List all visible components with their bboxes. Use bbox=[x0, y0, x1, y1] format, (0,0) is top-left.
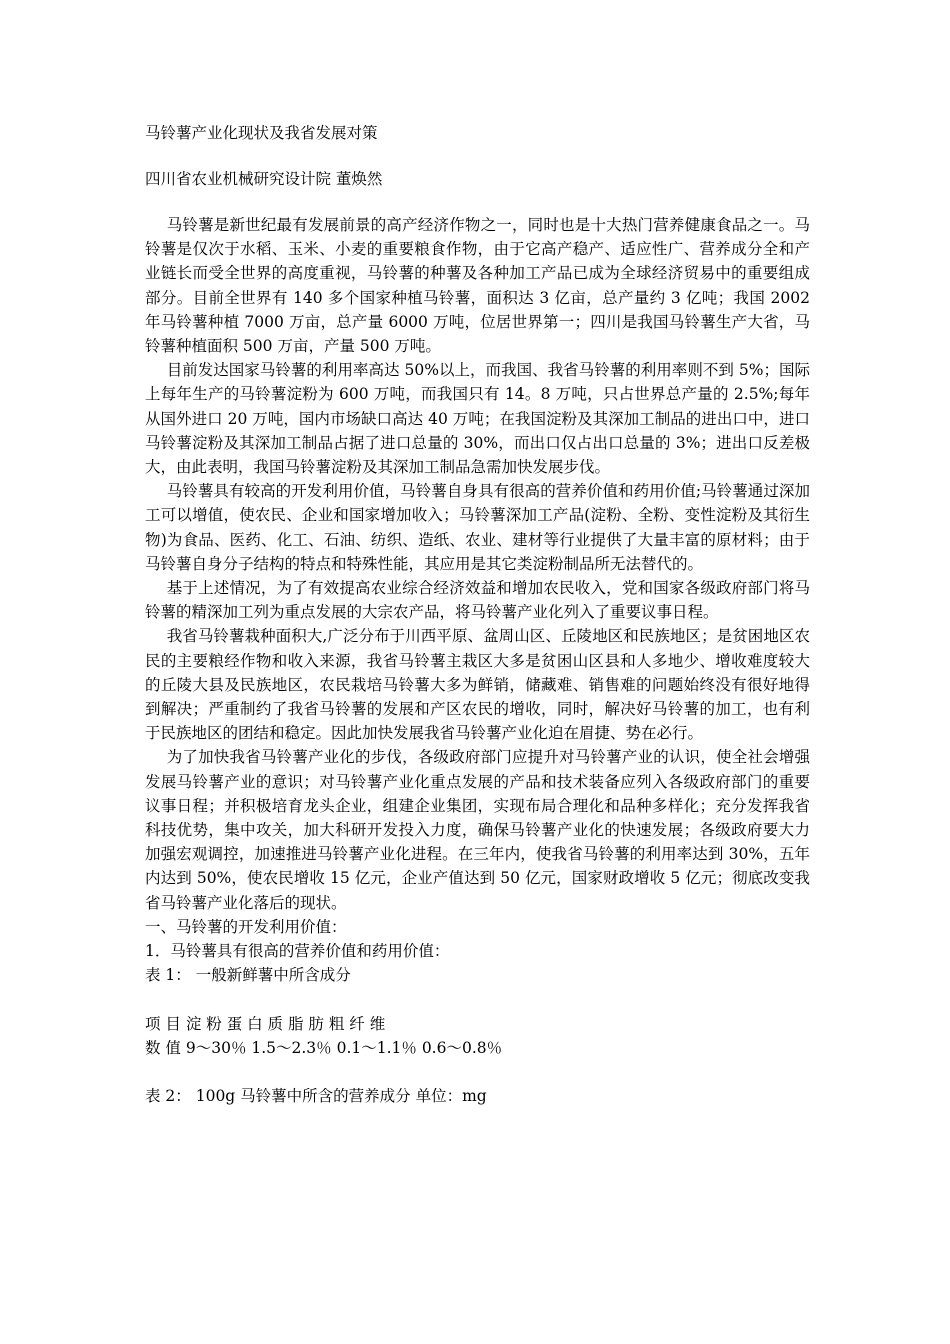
spacer bbox=[145, 988, 810, 1012]
table1-value-row: 数 值 9～30％ 1.5～2.3％ 0.1～1.1％ 0.6～0.8％ bbox=[145, 1038, 503, 1057]
document-body bbox=[145, 213, 810, 1108]
paragraph-development-value: 马铃薯具有较高的开发利用价值，马铃薯自身具有很高的营养价值和药用价值;马铃薯通过深加工可以增值，使农民、企业和国家增加收入；马铃薯深加工产品(淀粉、全粉、变性淀粉及其衍生物)为食品、医药、化工、石油、纺织、造纸、农业、建材等行业提供了大量丰富的原材料；由于马铃薯自身分子结构的特点和特殊性能，其应用是其它类淀粉制品所无法替代的。 bbox=[145, 482, 810, 573]
section-heading: 一、马铃薯的开发利用价值： bbox=[145, 917, 347, 936]
paragraph-utilization-rate: 目前发达国家马铃薯的利用率高达 50%以上，而我国、我省马铃薯的利用率则不到 5%；国际上每年生产的马铃薯淀粉为 600 万吨，而我国只有 14。8 万吨，只占世界总产量的 2.5%;每年从国外进口 20 万吨，国内市场缺口高达 40 万吨；在我国淀粉及其深加工制品的进出口中，进口马铃薯淀粉及其深加工制品占据了进口总量的 30%，而出口仅占出口总量的 3%；进出口反差极大，由此表明，我国马铃薯淀粉及其深加工制品急需加快发展步伐。 bbox=[145, 361, 810, 477]
paragraph-intro: 马铃薯是新世纪最有发展前景的高产经济作物之一，同时也是十大热门营养健康食品之一。马铃薯是仅次于水稻、玉米、小麦的重要粮食作物，由于它高产稳产、适应性广、营养成分全和产业链长而受全世界的高度重视，马铃薯的种薯及各种加工产品已成为全球经济贸易中的重要组成部分。目前全世界有 140 多个国家种植马铃薯，面积达 3 亿亩，总产量约 3 亿吨；我国 2002 年马铃薯种植 7000 万亩，总产量 6000 万吨，位居世界第一；四川是我国马铃薯生产大省，马铃薯种植面积 500 万亩，产量 500 万吨。 bbox=[145, 216, 810, 356]
subsection-heading: 1．马铃薯具有很高的营养价值和药用价值： bbox=[145, 942, 450, 961]
table1-header-row: 项 目 淀 粉 蛋 白 质 脂 肪 粗 纤 维 bbox=[145, 1014, 386, 1033]
table2-caption: 表 2： 100g 马铃薯中所含的营养成分 单位：mg bbox=[145, 1086, 487, 1105]
table1-caption: 表 1： 一般新鲜薯中所含成分 bbox=[145, 966, 351, 985]
document-page bbox=[145, 121, 810, 1108]
spacer bbox=[145, 1060, 810, 1084]
author-line: 四川省农业机械研究设计院 董焕然 bbox=[145, 170, 383, 188]
paragraph-province-situation: 我省马铃薯栽种面积大,广泛分布于川西平原、盆周山区、丘陵地区和民族地区；是贫困地区农民的主要粮经作物和收入来源，我省马铃薯主栽区大多是贫困山区县和人多地少、增收难度较大的丘陵大县及民族地区，农民栽培马铃薯大多为鲜销，储藏难、销售难的问题始终没有很好地得到解决；严重制约了我省马铃薯的发展和产区农民的增收，同时，解决好马铃薯的加工，也有利于民族地区的团结和稳定。因此加快发展我省马铃薯产业化迫在眉捷、势在必行。 bbox=[145, 627, 810, 743]
paragraph-government-policy: 基于上述情况，为了有效提高农业综合经济效益和增加农民收入，党和国家各级政府部门将马铃薯的精深加工列为重点发展的大宗农产品，将马铃薯产业化列入了重要议事日程。 bbox=[145, 579, 810, 622]
document-title: 马铃薯产业化现状及我省发展对策 bbox=[145, 124, 378, 142]
paragraph-strategy: 为了加快我省马铃薯产业化的步伐，各级政府部门应提升对马铃薯产业的认识，使全社会增强发展马铃薯产业的意识；对马铃薯产业化重点发展的产品和技术装备应列入各级政府部门的重要议事日程；并积极培育龙头企业，组建企业集团，实现布局合理化和品种多样化；充分发挥我省科技优势，集中攻关，加大科研开发投入力度，确保马铃薯产业化的快速发展；各级政府要大力加强宏观调控，加速推进马铃薯产业化进程。在三年内，使我省马铃薯的利用率达到 30%，五年内达到 50%，使农民增收 15 亿元，企业产值达到 50 亿元，国家财政增收 5 亿元；彻底改变我省马铃薯产业化落后的现状。 bbox=[145, 748, 810, 912]
